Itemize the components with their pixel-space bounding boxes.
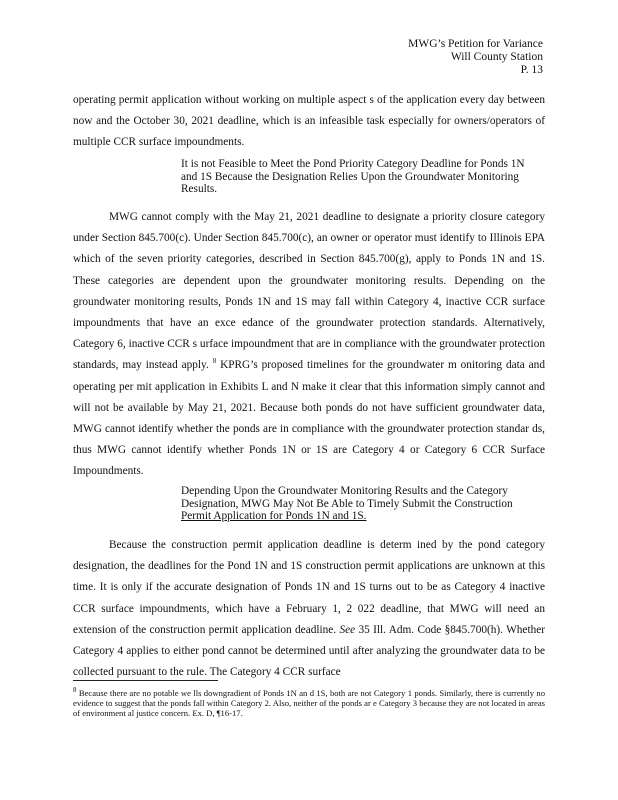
heading-2-underlined-text: Permit Application for Ponds 1N and 1S. (181, 510, 367, 523)
section-heading-construction-permit (181, 485, 541, 523)
see-signal: See (339, 623, 356, 636)
header-page-number: P. 13 (520, 64, 543, 76)
footnote-text: Because there are no potable we lls downgradient of Ponds 1N an d 1S, both are not Category 1 ponds. Similarly, there is currently no evidence to suggest that the ponds fall within Category 2. Also, neither of the ponds ar e Category 3 because they are not located in areas of environment al justice concern. Ex. D, ¶16-17. (73, 688, 545, 719)
header-petition-title: MWG’s Petition for Variance (408, 38, 543, 50)
paragraph-2-part-2: KPRG’s proposed timelines for the groundwater m onitoring data and operating per mit application in Exhibits L and N make it clear that this information simply cannot and will not be available by May 21, 2021. Because both ponds do not have sufficient groundwater data, MWG cannot identify whether the ponds are in compliance with the groundwater protection standar ds, thus MWG cannot identify whether Ponds 1N or 1S are Category 4 or Category 6 CCR Surface Impoundments. (73, 359, 545, 478)
header-station-name: Will County Station (450, 51, 543, 63)
paragraph-3-part-1: Because the construction permit application deadline is determ ined by the pond category designation, the deadlines for the Pond 1N and 1S construction permit applications are unknown at this time. It is only if the accurate designation of Ponds 1N and 1S turns out to be as Category 4 inactive CCR surface impoundments, which have a February 1, 2 022 deadline, that MWG will need an extension of the construction permit application deadline. (73, 539, 545, 636)
paragraph-3-part-2: 35 Ill. Adm. Code §845.700(h). Whether Category 4 applies to either pond cannot be determined until after analyzing the groundwater data to be collected pursuant to the rule. The Category 4 CCR surface (73, 623, 546, 679)
paragraph-2 (73, 207, 545, 483)
footnote-8 (73, 688, 545, 719)
paragraph-continued (73, 90, 545, 154)
footnote-reference[interactable]: 8 (212, 357, 217, 366)
footnote-divider (73, 680, 218, 681)
footnote-mark: 8 (73, 686, 77, 695)
paragraph-1: operating permit application without working on multiple aspect s of the application every day between now and the October 30, 2021 deadline, which is an infeasible task especially for owners/operators of multiple CCR surface impoundments. (73, 94, 545, 149)
page-header (408, 38, 543, 77)
section-heading-priority-category (181, 158, 541, 196)
heading-2-text: Depending Upon the Groundwater Monitoring Results and the Category Designation, MWG May Not Be Able to Timely Submit the Construction (181, 485, 513, 510)
paragraph-3 (73, 535, 545, 683)
heading-1-text: It is not Feasible to Meet the Pond Priority Category Deadline for Ponds 1N and 1S Because the Designation Relies Upon the Groundwater Monitoring Results. (181, 158, 525, 196)
paragraph-priority-category (73, 207, 545, 483)
paragraph-construction-permit (73, 535, 545, 683)
paragraph-2-part-1: MWG cannot comply with the May 21, 2021 deadline to designate a priority closure category under Section 845.700(c). Under Section 845.700(c), an owner or operator must identify to Illinois EPA which of the seven priority categories, described in Section 845.700(g), apply to Ponds 1N and 1S. These categories are dependent upon the groundwater monitoring results. Depending on the groundwater monitoring results, Ponds 1N and 1S may fall within Category 4, inactive CCR surface impoundments that have an exce edance of the groundwater protection standards. Alternatively, Category 6, inactive CCR s urface impoundment that are in compliance with the groundwater protection standards, may instead apply. (73, 211, 545, 372)
